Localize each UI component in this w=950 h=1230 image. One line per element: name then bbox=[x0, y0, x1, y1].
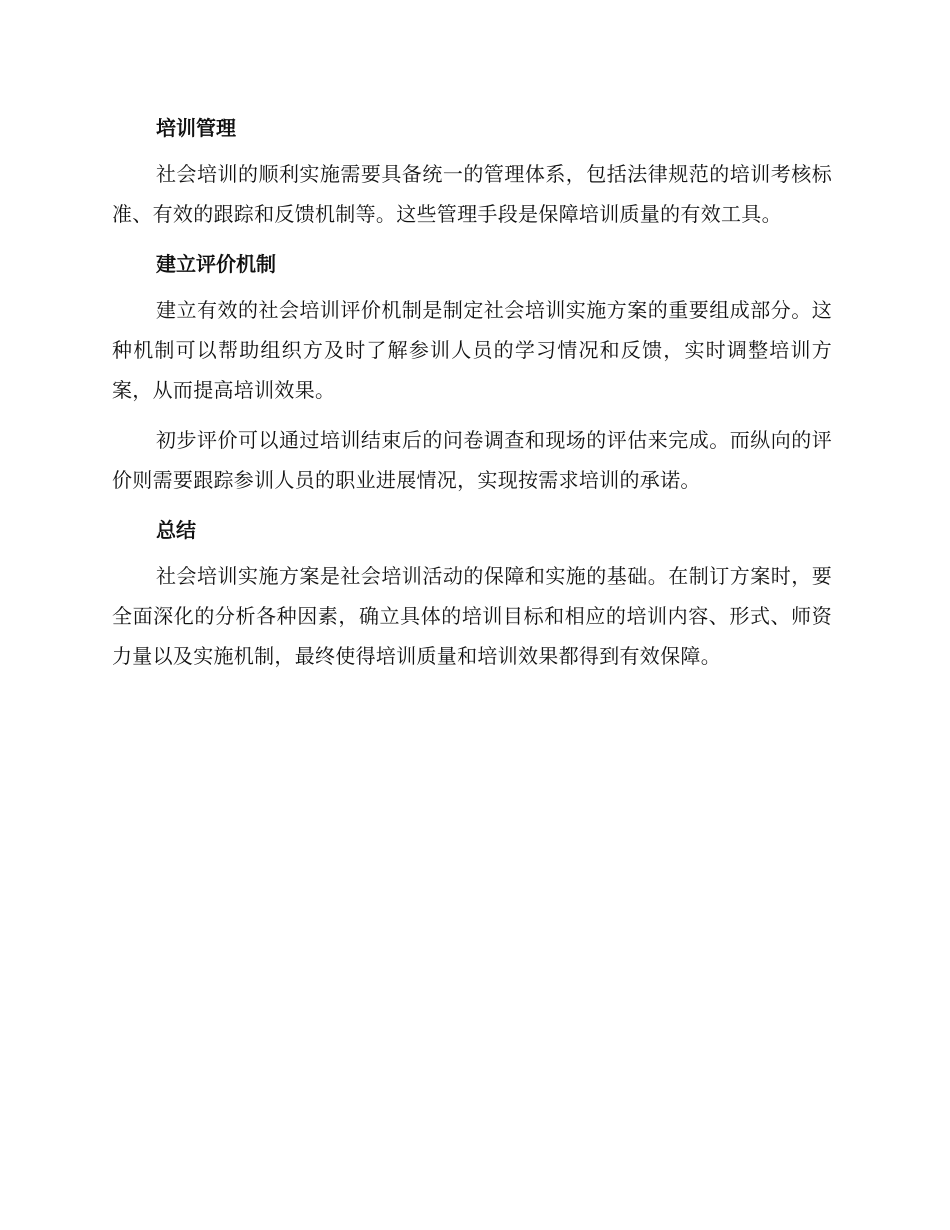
paragraph-summary: 社会培训实施方案是社会培训活动的保障和实施的基础。在制订方案时，要全面深化的分析各种因素，确立具体的培训目标和相应的培训内容、形式、师资力量以及实施机制，最终使得培训质量和培训效果都得到有效保障。 bbox=[112, 564, 832, 668]
section-heading-summary: 总结 bbox=[156, 518, 196, 542]
document-page bbox=[112, 108, 832, 686]
section-heading-evaluation-mechanism: 建立评价机制 bbox=[156, 252, 276, 276]
paragraph-evaluation-mechanism-2: 初步评价可以通过培训结束后的问卷调查和现场的评估来完成。而纵向的评价则需要跟踪参训人员的职业进展情况，实现按需求培训的承诺。 bbox=[112, 428, 832, 492]
section-heading-training-management: 培训管理 bbox=[156, 116, 236, 140]
paragraph-evaluation-mechanism-1: 建立有效的社会培训评价机制是制定社会培训实施方案的重要组成部分。这种机制可以帮助组织方及时了解参训人员的学习情况和反馈，实时调整培训方案，从而提高培训效果。 bbox=[112, 298, 832, 402]
paragraph-training-management: 社会培训的顺利实施需要具备统一的管理体系，包括法律规范的培训考核标准、有效的跟踪和反馈机制等。这些管理手段是保障培训质量的有效工具。 bbox=[112, 162, 832, 226]
